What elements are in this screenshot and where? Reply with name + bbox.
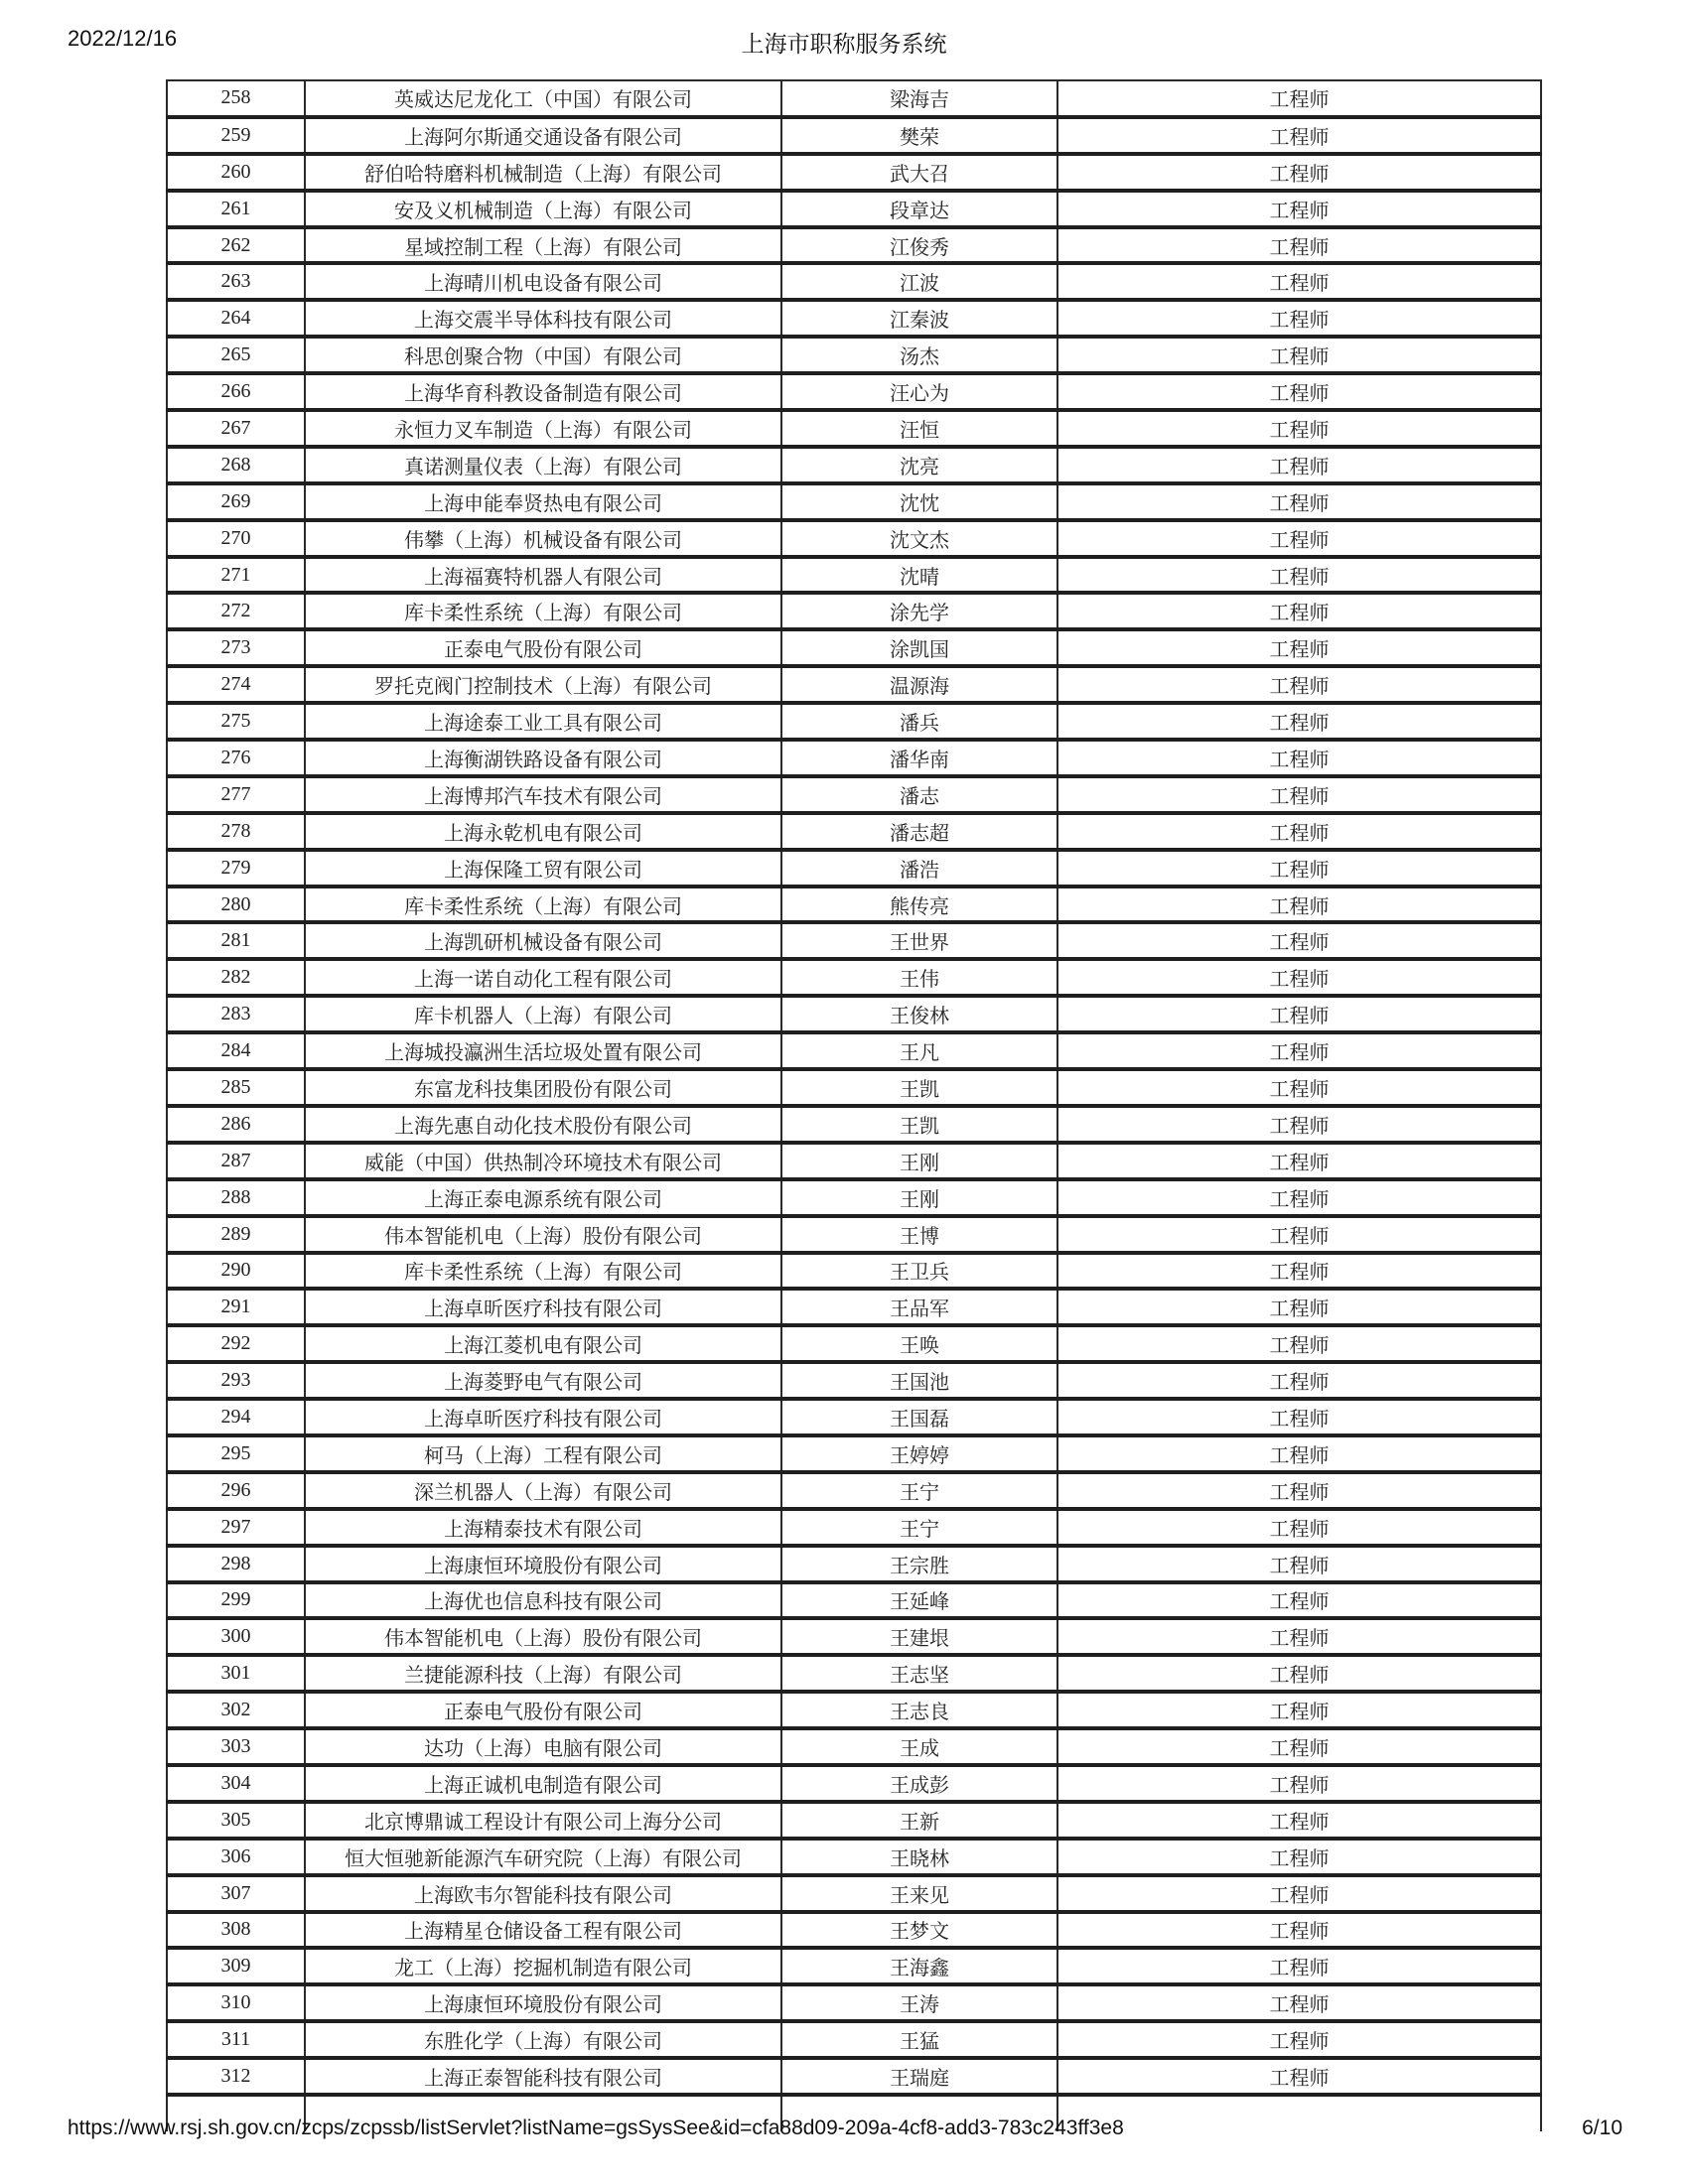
company-name: 上海精泰技术有限公司 [305,1509,781,1546]
company-name: 上海康恒环境股份有限公司 [305,1984,781,2021]
title-label: 工程师 [1057,80,1541,117]
company-name: 龙工（上海）挖掘机制造有限公司 [305,1948,781,1984]
row-number: 261 [167,191,305,227]
company-name: 永恒力叉车制造（上海）有限公司 [305,410,781,447]
title-label: 工程师 [1057,1839,1541,1875]
table-row [167,1984,1541,2021]
row-number: 270 [167,520,305,557]
company-name: 柯马（上海）工程有限公司 [305,1435,781,1472]
company-name: 上海城投瀛洲生活垃圾处置有限公司 [305,1032,781,1069]
company-name: 上海正泰电源系统有限公司 [305,1179,781,1216]
title-label: 工程师 [1057,1728,1541,1765]
title-label: 工程师 [1057,1692,1541,1728]
title-label: 工程师 [1057,520,1541,557]
table-row [167,1032,1541,1069]
company-name: 上海博邦汽车技术有限公司 [305,776,781,813]
company-name: 上海凯研机械设备有限公司 [305,922,781,959]
company-name: 上海晴川机电设备有限公司 [305,263,781,300]
table-row [167,1912,1541,1949]
company-name: 舒伯哈特磨料机械制造（上海）有限公司 [305,154,781,191]
company-name: 上海申能奉贤热电有限公司 [305,483,781,520]
row-number: 311 [167,2021,305,2058]
title-label: 工程师 [1057,410,1541,447]
records-table [166,79,1542,2131]
table-row [167,1875,1541,1912]
company-name: 上海欧韦尔智能科技有限公司 [305,1875,781,1912]
person-name: 王海鑫 [781,1948,1057,1984]
title-label: 工程师 [1057,483,1541,520]
table-row [167,1362,1541,1399]
row-number: 281 [167,922,305,959]
table-row [167,263,1541,300]
table-row [167,850,1541,887]
table-row [167,1289,1541,1325]
company-name: 库卡柔性系统（上海）有限公司 [305,1253,781,1290]
table-row [167,557,1541,594]
person-name: 江秦波 [781,300,1057,337]
row-number: 275 [167,703,305,740]
table-row [167,1765,1541,1802]
row-number: 284 [167,1032,305,1069]
title-label: 工程师 [1057,337,1541,373]
company-name: 库卡机器人（上海）有限公司 [305,996,781,1032]
title-label: 工程师 [1057,2021,1541,2058]
row-number: 292 [167,1325,305,1362]
row-number: 286 [167,1106,305,1143]
company-name: 上海阿尔斯通交通设备有限公司 [305,117,781,154]
title-label: 工程师 [1057,922,1541,959]
row-number: 277 [167,776,305,813]
title-label: 工程师 [1057,1179,1541,1216]
title-label: 工程师 [1057,1546,1541,1582]
company-name: 上海卓昕医疗科技有限公司 [305,1289,781,1325]
row-number: 262 [167,227,305,264]
table-row [167,1069,1541,1106]
person-name: 熊传亮 [781,887,1057,923]
row-number: 309 [167,1948,305,1984]
person-name: 王伟 [781,959,1057,996]
row-number: 283 [167,996,305,1032]
person-name: 王世界 [781,922,1057,959]
title-label: 工程师 [1057,373,1541,410]
company-name: 星域控制工程（上海）有限公司 [305,227,781,264]
title-label: 工程师 [1057,154,1541,191]
person-name: 沈亮 [781,447,1057,483]
person-name: 王宁 [781,1509,1057,1546]
title-label: 工程师 [1057,776,1541,813]
title-label: 工程师 [1057,1802,1541,1839]
person-name: 江波 [781,263,1057,300]
row-number: 300 [167,1618,305,1655]
person-name: 潘浩 [781,850,1057,887]
company-name: 深兰机器人（上海）有限公司 [305,1472,781,1509]
title-label: 工程师 [1057,263,1541,300]
company-name: 科思创聚合物（中国）有限公司 [305,337,781,373]
table-row [167,227,1541,264]
row-number: 305 [167,1802,305,1839]
title-label: 工程师 [1057,1912,1541,1949]
row-number: 306 [167,1839,305,1875]
table-row [167,1692,1541,1728]
title-label: 工程师 [1057,703,1541,740]
title-label: 工程师 [1057,1765,1541,1802]
person-name: 王志良 [781,1692,1057,1728]
row-number: 310 [167,1984,305,2021]
company-name: 上海江菱机电有限公司 [305,1325,781,1362]
person-name: 王志坚 [781,1655,1057,1692]
person-name: 王涛 [781,1984,1057,2021]
table-row [167,373,1541,410]
title-label: 工程师 [1057,1984,1541,2021]
company-name: 正泰电气股份有限公司 [305,629,781,666]
title-label: 工程师 [1057,1618,1541,1655]
title-label: 工程师 [1057,300,1541,337]
company-name: 真诺测量仪表（上海）有限公司 [305,447,781,483]
table-row [167,996,1541,1032]
person-name: 梁海吉 [781,80,1057,117]
person-name: 王博 [781,1216,1057,1253]
company-name: 东富龙科技集团股份有限公司 [305,1069,781,1106]
company-name: 英威达尼龙化工（中国）有限公司 [305,80,781,117]
company-name: 上海一诺自动化工程有限公司 [305,959,781,996]
company-name: 库卡柔性系统（上海）有限公司 [305,593,781,629]
row-number: 265 [167,337,305,373]
company-name: 上海正泰智能科技有限公司 [305,2058,781,2095]
table-row [167,2021,1541,2058]
table-row [167,191,1541,227]
table-row [167,447,1541,483]
title-label: 工程师 [1057,1655,1541,1692]
title-label: 工程师 [1057,191,1541,227]
table-row [167,1216,1541,1253]
person-name: 王刚 [781,1143,1057,1179]
row-number: 260 [167,154,305,191]
title-label: 工程师 [1057,1399,1541,1435]
title-label: 工程师 [1057,1106,1541,1143]
records-table-body [167,80,1541,2131]
table-row [167,1546,1541,1582]
row-number: 288 [167,1179,305,1216]
print-date: 2022/12/16 [68,26,178,51]
row-number: 302 [167,1692,305,1728]
person-name: 沈晴 [781,557,1057,594]
title-label: 工程师 [1057,1435,1541,1472]
page-number: 6/10 [1582,2116,1622,2139]
row-number: 271 [167,557,305,594]
person-name: 沈文杰 [781,520,1057,557]
title-label: 工程师 [1057,557,1541,594]
table-row [167,922,1541,959]
company-name: 北京博鼎诚工程设计有限公司上海分公司 [305,1802,781,1839]
row-number: 278 [167,813,305,850]
table-row [167,1839,1541,1875]
table-row [167,703,1541,740]
person-name: 江俊秀 [781,227,1057,264]
row-number: 287 [167,1143,305,1179]
person-name: 王宁 [781,1472,1057,1509]
row-number: 269 [167,483,305,520]
company-name: 正泰电气股份有限公司 [305,1692,781,1728]
person-name: 王建垠 [781,1618,1057,1655]
row-number: 274 [167,666,305,703]
title-label: 工程师 [1057,996,1541,1032]
person-name: 段章达 [781,191,1057,227]
person-name: 涂先学 [781,593,1057,629]
company-name: 罗托克阀门控制技术（上海）有限公司 [305,666,781,703]
row-number: 298 [167,1546,305,1582]
table-row [167,1802,1541,1839]
person-name: 王延峰 [781,1582,1057,1619]
company-name: 安及义机械制造（上海）有限公司 [305,191,781,227]
row-number: 293 [167,1362,305,1399]
table-row [167,959,1541,996]
table-row [167,1399,1541,1435]
row-number: 304 [167,1765,305,1802]
person-name: 温源海 [781,666,1057,703]
table-row [167,1435,1541,1472]
row-number: 272 [167,593,305,629]
table-row [167,1655,1541,1692]
person-name: 王品军 [781,1289,1057,1325]
company-name: 上海华育科教设备制造有限公司 [305,373,781,410]
title-label: 工程师 [1057,227,1541,264]
title-label: 工程师 [1057,1582,1541,1619]
row-number: 299 [167,1582,305,1619]
title-label: 工程师 [1057,2058,1541,2095]
title-label: 工程师 [1057,1289,1541,1325]
row-number: 312 [167,2058,305,2095]
table-row [167,117,1541,154]
row-number: 289 [167,1216,305,1253]
title-label: 工程师 [1057,629,1541,666]
table-row [167,1509,1541,1546]
table-row [167,1948,1541,1984]
title-label: 工程师 [1057,593,1541,629]
row-number: 280 [167,887,305,923]
company-name: 伟本智能机电（上海）股份有限公司 [305,1216,781,1253]
table-row [167,483,1541,520]
company-name: 上海优也信息科技有限公司 [305,1582,781,1619]
person-name: 王卫兵 [781,1253,1057,1290]
row-number: 268 [167,447,305,483]
person-name: 王刚 [781,1179,1057,1216]
page-title: 上海市职称服务系统 [741,31,947,57]
person-name: 王唤 [781,1325,1057,1362]
row-number: 263 [167,263,305,300]
person-name: 王国磊 [781,1399,1057,1435]
company-name: 上海交震半导体科技有限公司 [305,300,781,337]
title-label: 工程师 [1057,1032,1541,1069]
row-number: 264 [167,300,305,337]
row-number: 290 [167,1253,305,1290]
person-name: 武大召 [781,154,1057,191]
table-row [167,154,1541,191]
person-name: 王凯 [781,1106,1057,1143]
title-label: 工程师 [1057,1472,1541,1509]
table-row [167,1728,1541,1765]
person-name: 王婷婷 [781,1435,1057,1472]
source-url: https://www.rsj.sh.gov.cn/zcps/zcpssb/listServlet?listName=gsSysSee&id=cfa88d09-209a-4cf8-add3-783c243ff3e8 [68,2116,1124,2139]
table-row [167,740,1541,776]
person-name: 涂凯国 [781,629,1057,666]
company-name: 兰捷能源科技（上海）有限公司 [305,1655,781,1692]
person-name: 王成彭 [781,1765,1057,1802]
company-name: 恒大恒驰新能源汽车研究院（上海）有限公司 [305,1839,781,1875]
table-row [167,1253,1541,1290]
title-label: 工程师 [1057,813,1541,850]
row-number: 303 [167,1728,305,1765]
company-name: 上海永乾机电有限公司 [305,813,781,850]
title-label: 工程师 [1057,447,1541,483]
person-name: 汤杰 [781,337,1057,373]
table-row [167,300,1541,337]
person-name: 王凡 [781,1032,1057,1069]
title-label: 工程师 [1057,1143,1541,1179]
person-name: 王宗胜 [781,1546,1057,1582]
person-name: 王梦文 [781,1912,1057,1949]
person-name: 汪恒 [781,410,1057,447]
row-number: 282 [167,959,305,996]
row-number: 308 [167,1912,305,1949]
title-label: 工程师 [1057,1362,1541,1399]
company-name: 上海菱野电气有限公司 [305,1362,781,1399]
company-name: 上海卓昕医疗科技有限公司 [305,1399,781,1435]
row-number: 259 [167,117,305,154]
person-name: 樊荣 [781,117,1057,154]
company-name: 上海保隆工贸有限公司 [305,850,781,887]
person-name: 王来见 [781,1875,1057,1912]
person-name: 沈忱 [781,483,1057,520]
company-name: 威能（中国）供热制冷环境技术有限公司 [305,1143,781,1179]
table-row [167,337,1541,373]
row-number: 294 [167,1399,305,1435]
row-number: 276 [167,740,305,776]
person-name: 王成 [781,1728,1057,1765]
table-row [167,1325,1541,1362]
table-row [167,1582,1541,1619]
row-number: 267 [167,410,305,447]
row-number: 297 [167,1509,305,1546]
title-label: 工程师 [1057,887,1541,923]
row-number: 307 [167,1875,305,1912]
row-number: 266 [167,373,305,410]
row-number: 291 [167,1289,305,1325]
company-name: 上海福赛特机器人有限公司 [305,557,781,594]
title-label: 工程师 [1057,1069,1541,1106]
row-number: 273 [167,629,305,666]
title-label: 工程师 [1057,666,1541,703]
table-row [167,887,1541,923]
person-name: 潘志 [781,776,1057,813]
company-name: 达功（上海）电脑有限公司 [305,1728,781,1765]
company-name: 伟本智能机电（上海）股份有限公司 [305,1618,781,1655]
company-name: 上海康恒环境股份有限公司 [305,1546,781,1582]
company-name: 伟攀（上海）机械设备有限公司 [305,520,781,557]
table-row [167,1618,1541,1655]
company-name: 上海正诚机电制造有限公司 [305,1765,781,1802]
person-name: 王俊林 [781,996,1057,1032]
company-name: 库卡柔性系统（上海）有限公司 [305,887,781,923]
company-name: 东胜化学（上海）有限公司 [305,2021,781,2058]
title-label: 工程师 [1057,1875,1541,1912]
table-row [167,813,1541,850]
table-row [167,520,1541,557]
table-row [167,666,1541,703]
person-name: 王瑞庭 [781,2058,1057,2095]
title-label [1057,2095,1541,2131]
title-label: 工程师 [1057,959,1541,996]
person-name: 王国池 [781,1362,1057,1399]
table-row [167,1472,1541,1509]
title-label: 工程师 [1057,117,1541,154]
person-name: 潘华南 [781,740,1057,776]
company-name: 上海精星仓储设备工程有限公司 [305,1912,781,1949]
person-name: 潘志超 [781,813,1057,850]
person-name: 汪心为 [781,373,1057,410]
title-label: 工程师 [1057,850,1541,887]
title-label: 工程师 [1057,1216,1541,1253]
title-label: 工程师 [1057,1509,1541,1546]
company-name: 上海衡湖铁路设备有限公司 [305,740,781,776]
table-row [167,776,1541,813]
title-label: 工程师 [1057,740,1541,776]
table-row [167,410,1541,447]
table-row [167,1106,1541,1143]
table-row [167,1143,1541,1179]
title-label: 工程师 [1057,1325,1541,1362]
person-name: 王新 [781,1802,1057,1839]
title-label: 工程师 [1057,1948,1541,1984]
table-row [167,593,1541,629]
company-name: 上海途泰工业工具有限公司 [305,703,781,740]
person-name: 王晓林 [781,1839,1057,1875]
table-row [167,2058,1541,2095]
row-number: 296 [167,1472,305,1509]
table-row [167,629,1541,666]
person-name: 潘兵 [781,703,1057,740]
title-label: 工程师 [1057,1253,1541,1290]
table-row [167,1179,1541,1216]
table-row [167,80,1541,117]
person-name: 王凯 [781,1069,1057,1106]
row-number: 279 [167,850,305,887]
row-number: 258 [167,80,305,117]
row-number: 301 [167,1655,305,1692]
person-name: 王猛 [781,2021,1057,2058]
company-name: 上海先惠自动化技术股份有限公司 [305,1106,781,1143]
row-number: 295 [167,1435,305,1472]
row-number: 285 [167,1069,305,1106]
